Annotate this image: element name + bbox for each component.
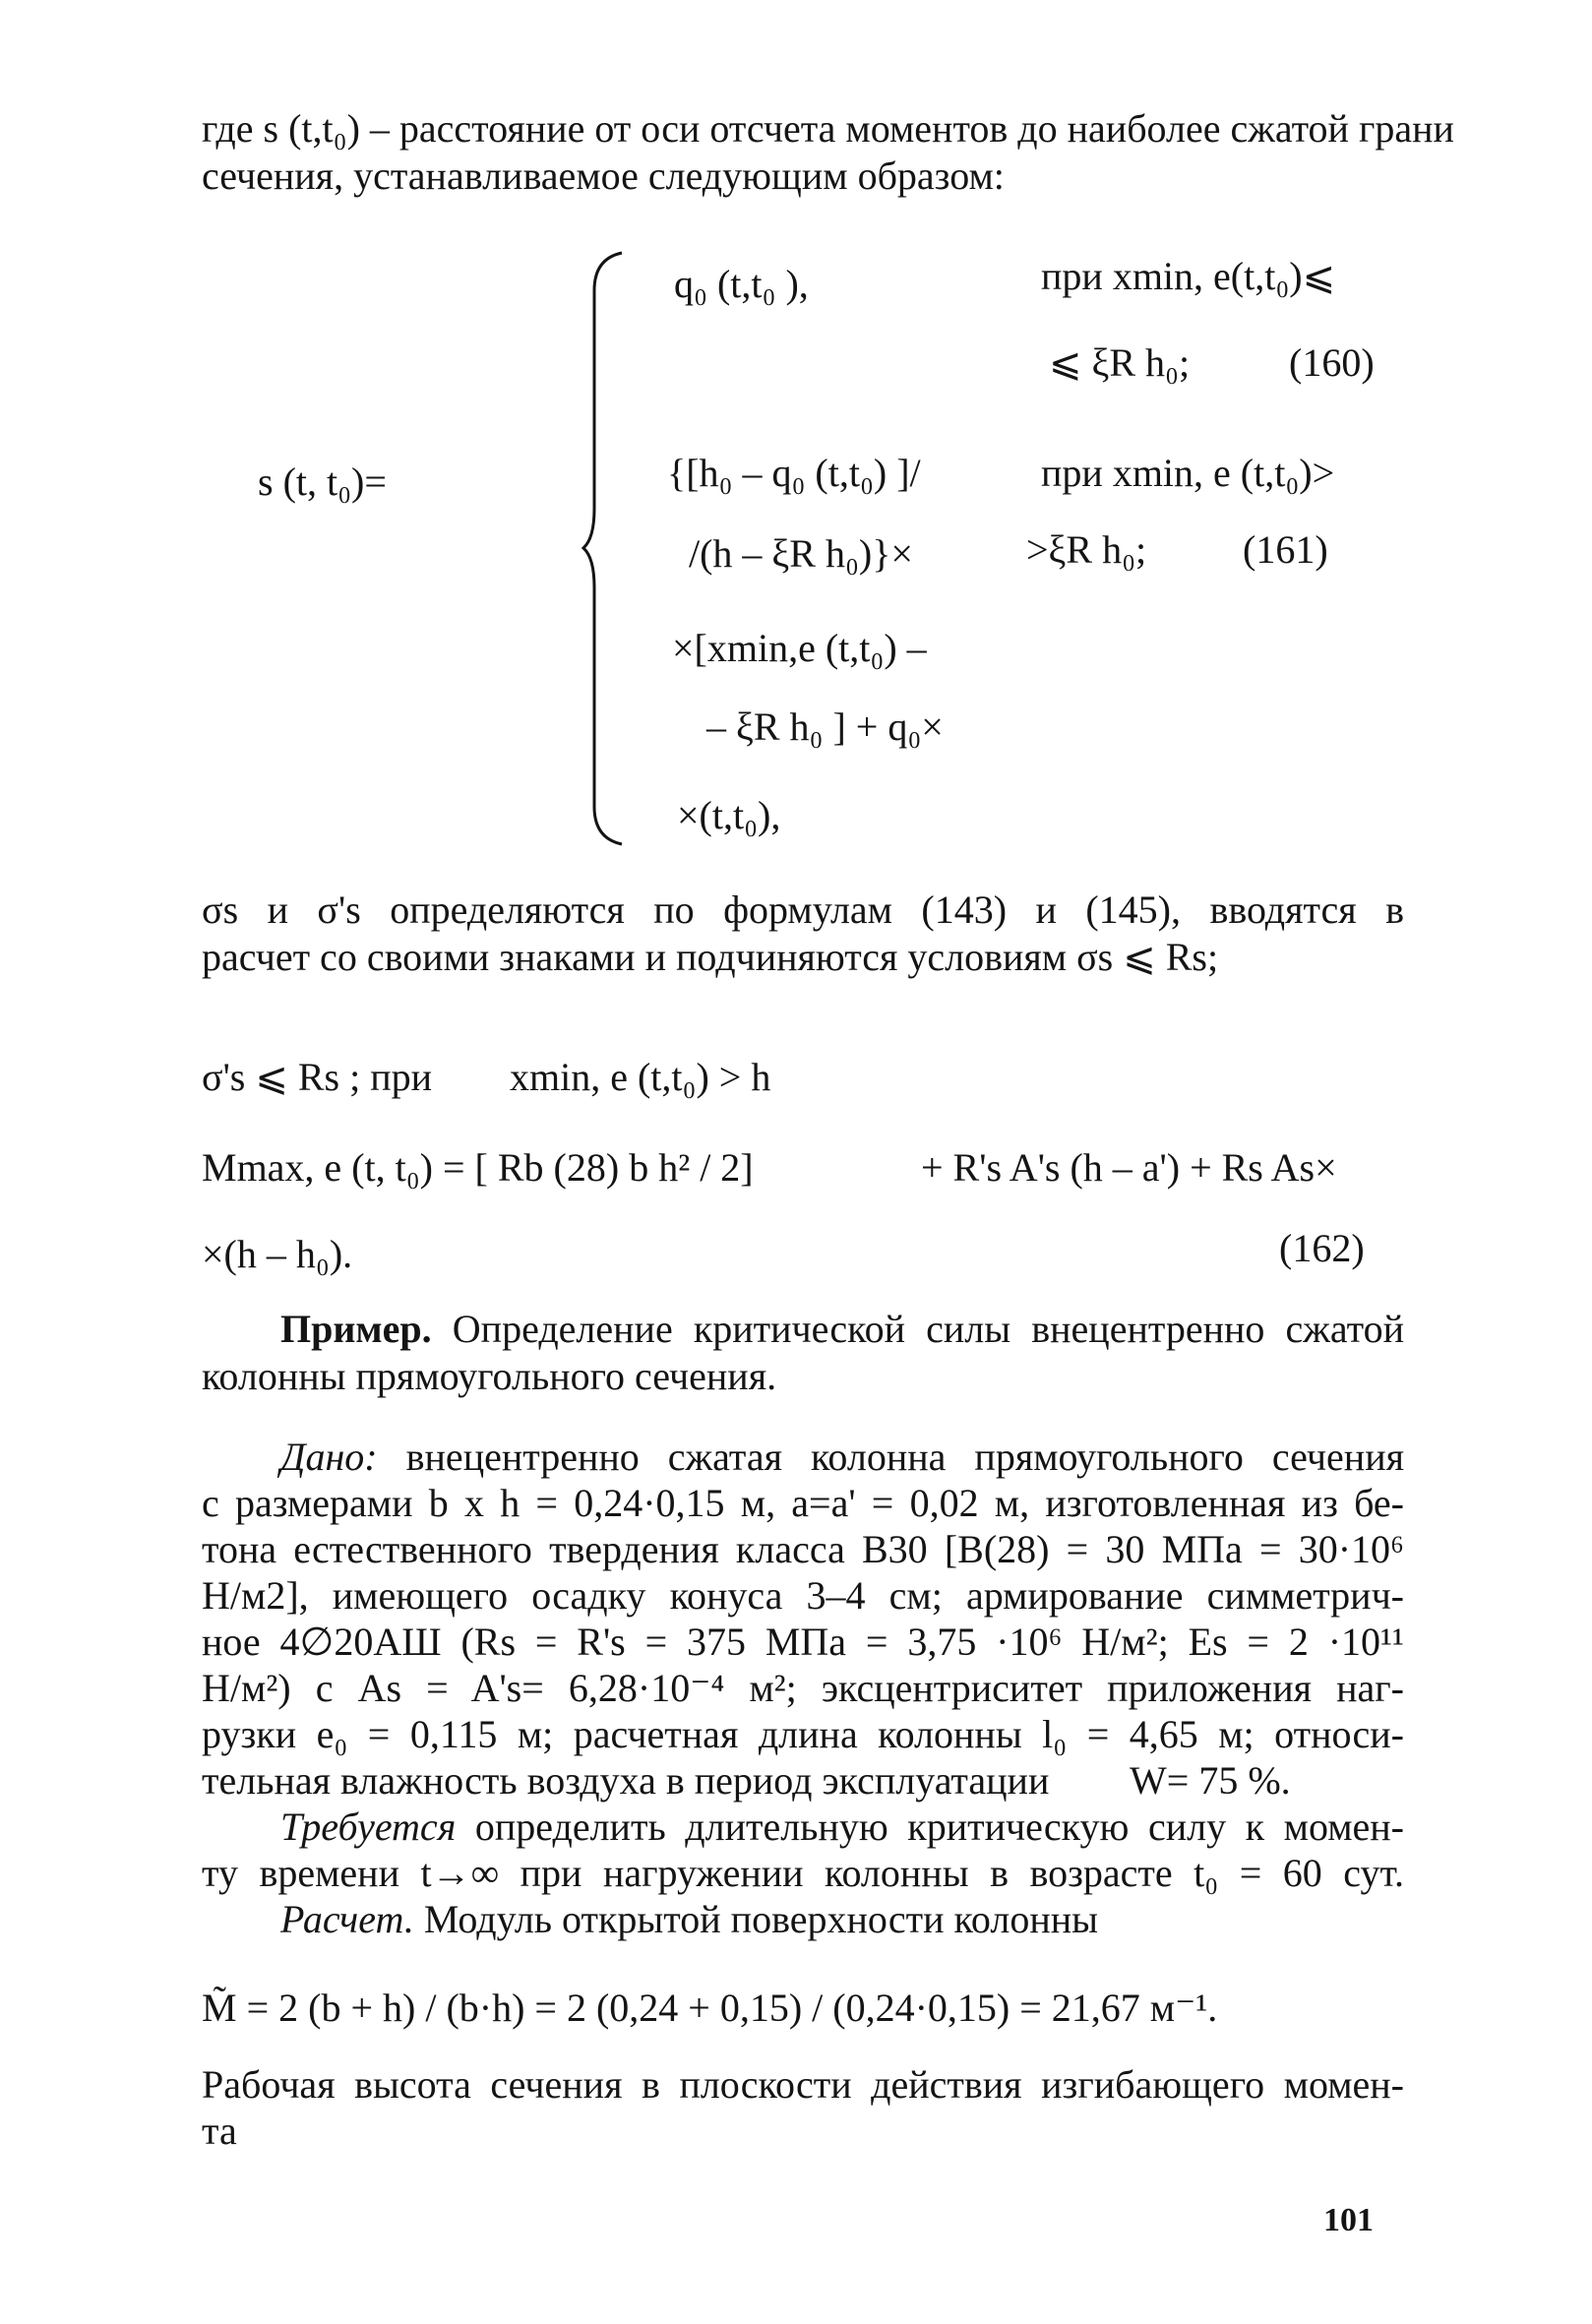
sigma-text-line-1: σs и σ's определяются по формулам (143) и (145), вводятся в — [202, 887, 1404, 932]
given-line-1 — [280, 1435, 1404, 1480]
sigma-condition-right: xmin, e (t,t₀) > h — [510, 1055, 771, 1099]
moment-formula-left: Mmax, e (t, t₀) = [ Rb (28) b h² / 2] — [202, 1145, 754, 1190]
given-line-5: ное 4∅20АШ (Rs = R's = 375 МПа = 3,75 ·10⁶ Н/м²; Es = 2 ·10¹¹ — [202, 1620, 1404, 1664]
moment-formula-right: + R's A's (h – a') + Rs As× — [921, 1145, 1337, 1190]
case2-expression-line-2: /(h – ξR h₀)}× — [689, 531, 913, 576]
s-formula-lhs: s (t, t₀)= — [258, 459, 387, 504]
equation-number-162: (162) — [1279, 1226, 1365, 1270]
sigma-text-line-2: расчет со своими знаками и подчиняются условиям σs ⩽ Rs; — [202, 935, 1219, 979]
equation-number-161: (161) — [1243, 527, 1328, 572]
given-line-4: Н/м2], имеющего осадку конуса 3–4 см; армирование симметрич- — [202, 1573, 1404, 1618]
case1-expression: q₀ (t,t₀ ), — [674, 262, 809, 306]
case2-condition-line-2: >ξR h₀; — [1026, 527, 1147, 572]
example-title: Пример. — [280, 1307, 432, 1351]
given-line-2: с размерами b x h = 0,24·0,15 м, a=a' = 0,02 м, изготовленная из бе- — [202, 1481, 1404, 1525]
given-label: Дано: — [280, 1435, 378, 1479]
calc-line-rest: Модуль открытой поверхности колонны — [423, 1897, 1099, 1941]
intro-line-1: где s (t,t₀) – расстояние от оси отсчета моментов до наиболее сжатой грани — [202, 106, 1454, 151]
given-line-1-rest: внецентренно сжатая колонна прямоугольного сечения — [405, 1435, 1405, 1479]
case2-expression-line-5: ×(t,t₀), — [677, 793, 781, 837]
example-line-2: колонны прямоугольного сечения. — [202, 1354, 777, 1398]
given-line-8-right: W= 75 %. — [1130, 1758, 1291, 1803]
case1-condition-line-2: ⩽ ξR h₀; — [1049, 340, 1191, 385]
left-brace-icon — [581, 251, 640, 846]
working-height-line-2: та — [202, 2109, 237, 2153]
required-line-1 — [280, 1804, 1404, 1850]
sigma-condition-left: σ's ⩽ Rs ; при — [202, 1055, 433, 1099]
case2-expression-line-3: ×[xmin,e (t,t₀) – — [672, 626, 927, 670]
calc-line — [280, 1897, 1098, 1942]
given-line-3: тона естественного твердения класса В30 [В(28) = 30 МПа = 30·10⁶ — [202, 1527, 1404, 1571]
intro-line-2: сечения, устанавливаемое следующим образом: — [202, 153, 1005, 198]
case2-expression-line-1: {[h₀ – q₀ (t,t₀) ]/ — [667, 451, 921, 495]
required-label: Требуется — [280, 1804, 457, 1849]
required-line-2: ту времени t→∞ при нагружении колонны в возрасте t₀ = 60 сут. — [202, 1851, 1404, 1895]
given-line-7: рузки e₀ = 0,115 м; расчетная длина колонны l₀ = 4,65 м; относи- — [202, 1712, 1404, 1756]
required-line-1-rest: определить длительную критическую силу к момен- — [474, 1804, 1404, 1849]
calc-label: Расчет. — [280, 1897, 414, 1941]
surface-modulus-formula: M̃ = 2 (b + h) / (b·h) = 2 (0,24 + 0,15) / (0,24·0,15) = 21,67 м⁻¹. — [202, 1986, 1218, 2030]
moment-formula-line-2: ×(h – h₀). — [202, 1232, 353, 1276]
equation-number-160: (160) — [1289, 340, 1375, 385]
case2-condition-line-1: при xmin, e (t,t₀)> — [1041, 451, 1335, 495]
case1-condition-line-1: при xmin, e(t,t₀)⩽ — [1041, 254, 1336, 298]
case2-expression-line-4: – ξR h₀ ] + q₀× — [706, 704, 944, 749]
given-line-6: Н/м²) с As = A's= 6,28·10⁻⁴ м²; эксцентриситет приложения наг- — [202, 1666, 1404, 1710]
example-title-rest: Определение критической силы внецентренно сжатой — [452, 1307, 1404, 1351]
working-height-line-1: Рабочая высота сечения в плоскости действия изгибающего момен- — [202, 2062, 1404, 2107]
example-line-1 — [280, 1307, 1404, 1352]
given-line-8-left: тельная влажность воздуха в период эксплуатации — [202, 1758, 1050, 1803]
page-number: 101 — [1323, 2202, 1374, 2238]
